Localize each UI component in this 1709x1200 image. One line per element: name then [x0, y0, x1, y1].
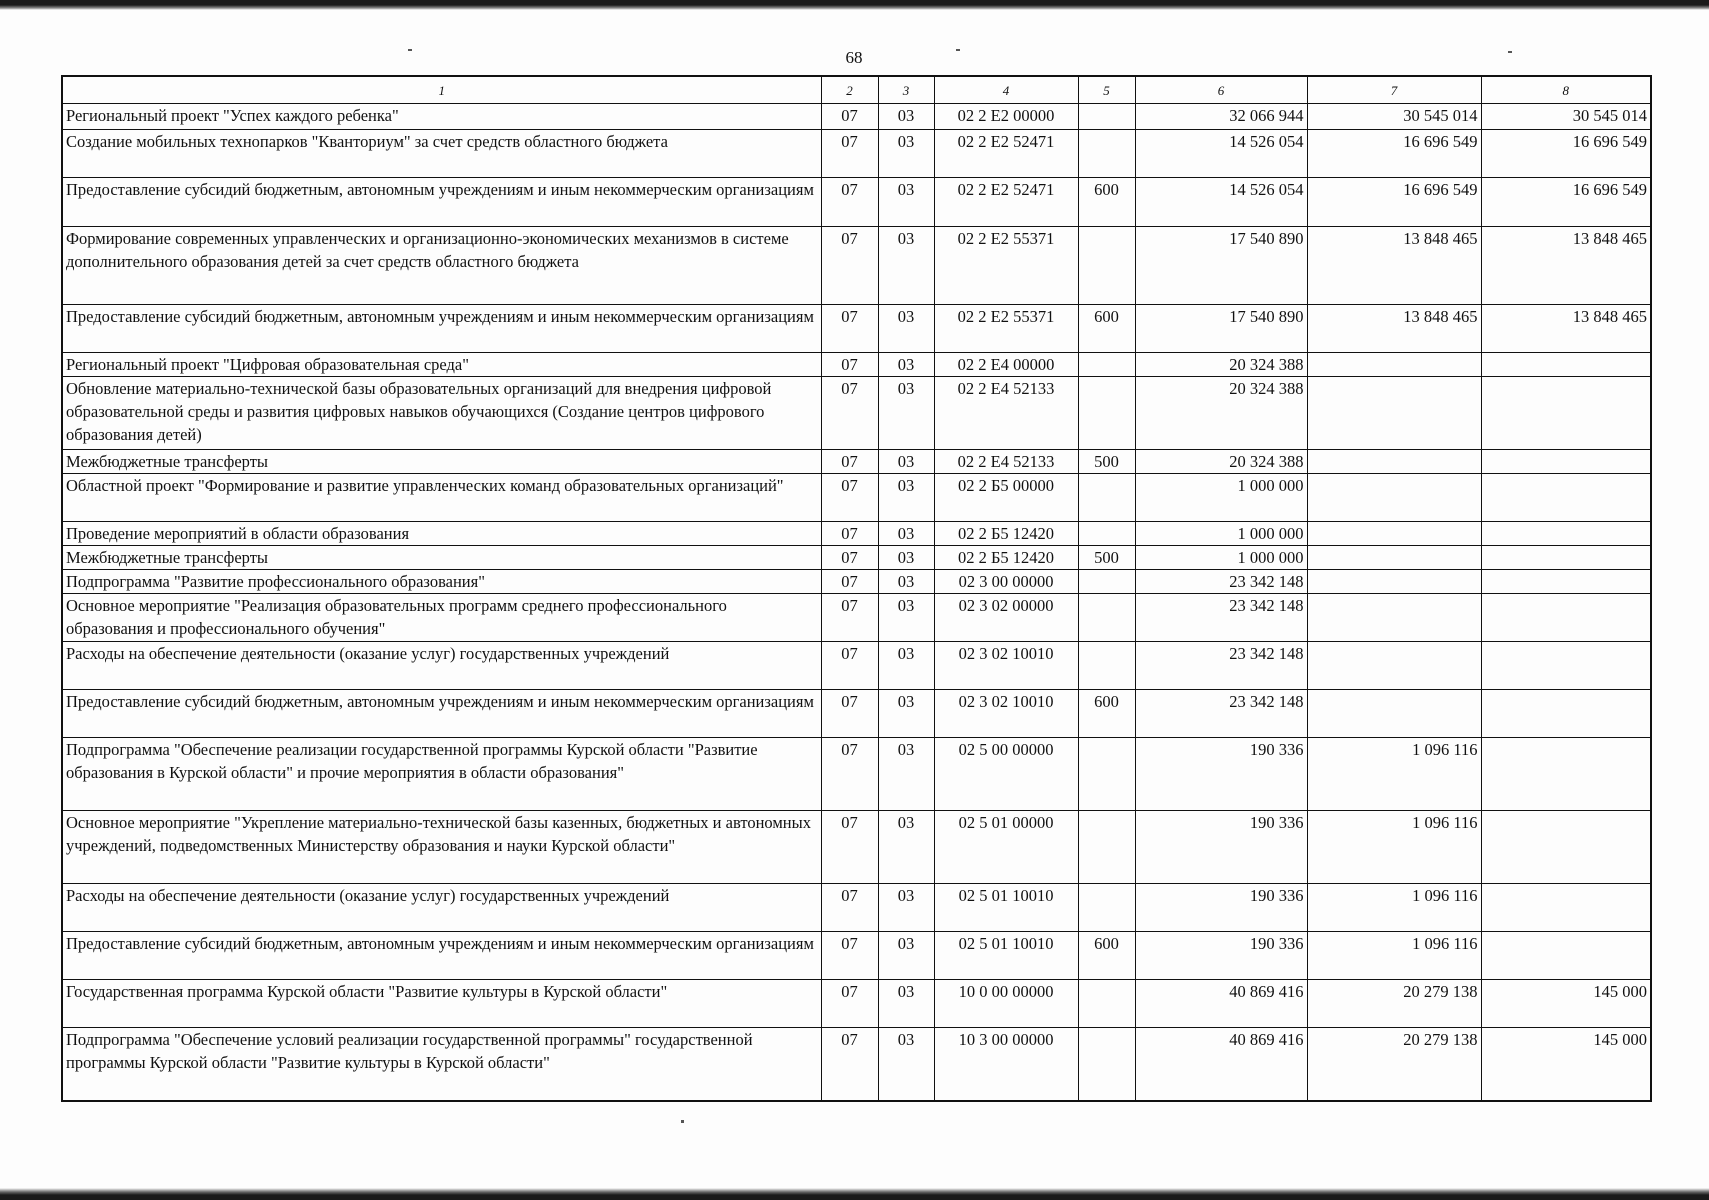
table-row — [62, 130, 1651, 178]
target-article-cell: 02 2 E2 55371 — [934, 305, 1078, 353]
section-code-cell: 07 — [821, 884, 878, 932]
amount-col7-cell: 1 096 116 — [1307, 932, 1481, 980]
table-row — [62, 738, 1651, 811]
target-article-cell: 02 2 E2 52471 — [934, 130, 1078, 178]
scan-speck — [408, 49, 412, 51]
section-code-cell: 07 — [821, 227, 878, 305]
section-code-cell: 07 — [821, 546, 878, 570]
column-number: 4 — [934, 76, 1078, 104]
amount-col8-cell — [1481, 353, 1651, 377]
target-article-cell: 02 5 01 10010 — [934, 932, 1078, 980]
target-article-cell: 02 2 E4 00000 — [934, 353, 1078, 377]
amount-col8-cell — [1481, 690, 1651, 738]
target-article-cell: 02 3 02 10010 — [934, 642, 1078, 690]
amount-col8-cell — [1481, 546, 1651, 570]
amount-col8-cell: 13 848 465 — [1481, 305, 1651, 353]
amount-col8-cell — [1481, 642, 1651, 690]
amount-col8-cell: 16 696 549 — [1481, 130, 1651, 178]
target-article-cell: 02 3 00 00000 — [934, 570, 1078, 594]
scan-edge-bottom — [0, 1188, 1709, 1200]
amount-col6-cell: 14 526 054 — [1135, 178, 1307, 227]
amount-col6-cell: 1 000 000 — [1135, 546, 1307, 570]
table-row — [62, 811, 1651, 884]
amount-col8-cell — [1481, 570, 1651, 594]
subsection-code-cell: 03 — [878, 932, 934, 980]
table-row — [62, 377, 1651, 450]
row-name-cell: Областной проект "Формирование и развитие управленческих команд образовательных организаций" — [62, 474, 821, 522]
amount-col8-cell: 30 545 014 — [1481, 104, 1651, 130]
amount-col8-cell — [1481, 377, 1651, 450]
amount-col8-cell: 13 848 465 — [1481, 227, 1651, 305]
section-code-cell: 07 — [821, 811, 878, 884]
amount-col6-cell: 20 324 388 — [1135, 450, 1307, 474]
amount-col6-cell: 1 000 000 — [1135, 522, 1307, 546]
subsection-code-cell: 03 — [878, 980, 934, 1028]
row-name-cell: Межбюджетные трансферты — [62, 450, 821, 474]
target-article-cell: 02 2 Б5 12420 — [934, 522, 1078, 546]
target-article-cell: 02 2 E2 55371 — [934, 227, 1078, 305]
table-row — [62, 546, 1651, 570]
amount-col6-cell: 23 342 148 — [1135, 594, 1307, 642]
subsection-code-cell: 03 — [878, 570, 934, 594]
amount-col8-cell — [1481, 811, 1651, 884]
expense-type-cell — [1078, 474, 1135, 522]
expense-type-cell: 600 — [1078, 932, 1135, 980]
subsection-code-cell: 03 — [878, 884, 934, 932]
row-name-cell: Подпрограмма "Обеспечение условий реализации государственной программы" государственной программы Курской области "Развитие культуры в Курской области" — [62, 1028, 821, 1101]
amount-col7-cell — [1307, 377, 1481, 450]
page-number: 68 — [845, 48, 863, 67]
expense-type-cell — [1078, 594, 1135, 642]
target-article-cell: 10 0 00 00000 — [934, 980, 1078, 1028]
amount-col6-cell: 190 336 — [1135, 738, 1307, 811]
amount-col6-cell: 23 342 148 — [1135, 642, 1307, 690]
table-row — [62, 932, 1651, 980]
target-article-cell: 02 3 02 10010 — [934, 690, 1078, 738]
scan-edge-top — [0, 0, 1709, 10]
row-name-cell: Расходы на обеспечение деятельности (оказание услуг) государственных учреждений — [62, 884, 821, 932]
section-code-cell: 07 — [821, 570, 878, 594]
row-name-cell: Создание мобильных технопарков "Кванториум" за счет средств областного бюджета — [62, 130, 821, 178]
budget-table — [61, 75, 1652, 1102]
amount-col6-cell: 190 336 — [1135, 932, 1307, 980]
section-code-cell: 07 — [821, 522, 878, 546]
amount-col8-cell — [1481, 594, 1651, 642]
section-code-cell: 07 — [821, 130, 878, 178]
amount-col6-cell: 190 336 — [1135, 884, 1307, 932]
amount-col7-cell — [1307, 522, 1481, 546]
subsection-code-cell: 03 — [878, 227, 934, 305]
expense-type-cell — [1078, 884, 1135, 932]
table-row — [62, 522, 1651, 546]
section-code-cell: 07 — [821, 642, 878, 690]
target-article-cell: 02 5 01 10010 — [934, 884, 1078, 932]
amount-col6-cell: 32 066 944 — [1135, 104, 1307, 130]
subsection-code-cell: 03 — [878, 353, 934, 377]
expense-type-cell — [1078, 1028, 1135, 1101]
subsection-code-cell: 03 — [878, 450, 934, 474]
subsection-code-cell: 03 — [878, 178, 934, 227]
row-name-cell: Основное мероприятие "Укрепление материально-технической базы казенных, бюджетных и автономных учреждений, подведомственных Министерству образования и науки Курской области" — [62, 811, 821, 884]
scan-speck — [956, 49, 960, 51]
expense-type-cell — [1078, 570, 1135, 594]
row-name-cell: Подпрограмма "Развитие профессионального образования" — [62, 570, 821, 594]
amount-col8-cell — [1481, 450, 1651, 474]
target-article-cell: 02 2 E2 52471 — [934, 178, 1078, 227]
row-name-cell: Формирование современных управленческих и организационно-экономических механизмов в системе дополнительного образования детей за счет средств областного бюджета — [62, 227, 821, 305]
subsection-code-cell: 03 — [878, 305, 934, 353]
expense-type-cell — [1078, 738, 1135, 811]
table-body — [62, 104, 1651, 1101]
section-code-cell: 07 — [821, 104, 878, 130]
table-row — [62, 474, 1651, 522]
amount-col8-cell: 145 000 — [1481, 980, 1651, 1028]
subsection-code-cell: 03 — [878, 474, 934, 522]
amount-col8-cell — [1481, 738, 1651, 811]
expense-type-cell — [1078, 130, 1135, 178]
target-article-cell: 02 2 E2 00000 — [934, 104, 1078, 130]
amount-col7-cell: 20 279 138 — [1307, 980, 1481, 1028]
amount-col8-cell — [1481, 884, 1651, 932]
section-code-cell: 07 — [821, 1028, 878, 1101]
amount-col7-cell — [1307, 570, 1481, 594]
amount-col7-cell: 16 696 549 — [1307, 178, 1481, 227]
expense-type-cell — [1078, 377, 1135, 450]
row-name-cell: Межбюджетные трансферты — [62, 546, 821, 570]
section-code-cell: 07 — [821, 377, 878, 450]
subsection-code-cell: 03 — [878, 738, 934, 811]
section-code-cell: 07 — [821, 932, 878, 980]
expense-type-cell: 500 — [1078, 546, 1135, 570]
amount-col7-cell — [1307, 353, 1481, 377]
row-name-cell: Основное мероприятие "Реализация образовательных программ среднего профессионального образования и профессионального обучения" — [62, 594, 821, 642]
table-row — [62, 353, 1651, 377]
row-name-cell: Подпрограмма "Обеспечение реализации государственной программы Курской области "Развитие образования в Курской области" и прочие мероприятия в области образования" — [62, 738, 821, 811]
expense-type-cell: 600 — [1078, 178, 1135, 227]
expense-type-cell — [1078, 104, 1135, 130]
row-name-cell: Региональный проект "Успех каждого ребенка" — [62, 104, 821, 130]
amount-col6-cell: 20 324 388 — [1135, 377, 1307, 450]
column-number-row — [62, 76, 1651, 104]
table-row — [62, 690, 1651, 738]
expense-type-cell: 600 — [1078, 305, 1135, 353]
amount-col7-cell: 13 848 465 — [1307, 227, 1481, 305]
amount-col7-cell: 1 096 116 — [1307, 884, 1481, 932]
section-code-cell: 07 — [821, 980, 878, 1028]
section-code-cell: 07 — [821, 305, 878, 353]
column-number: 8 — [1481, 76, 1651, 104]
amount-col7-cell: 16 696 549 — [1307, 130, 1481, 178]
amount-col7-cell: 20 279 138 — [1307, 1028, 1481, 1101]
table-row — [62, 104, 1651, 130]
row-name-cell: Расходы на обеспечение деятельности (оказание услуг) государственных учреждений — [62, 642, 821, 690]
amount-col6-cell: 23 342 148 — [1135, 570, 1307, 594]
amount-col6-cell: 40 869 416 — [1135, 980, 1307, 1028]
target-article-cell: 02 2 E4 52133 — [934, 450, 1078, 474]
row-name-cell: Предоставление субсидий бюджетным, автономным учреждениям и иным некоммерческим организациям — [62, 932, 821, 980]
amount-col7-cell: 30 545 014 — [1307, 104, 1481, 130]
table-row — [62, 570, 1651, 594]
row-name-cell: Предоставление субсидий бюджетным, автономным учреждениям и иным некоммерческим организациям — [62, 305, 821, 353]
subsection-code-cell: 03 — [878, 546, 934, 570]
row-name-cell: Предоставление субсидий бюджетным, автономным учреждениям и иным некоммерческим организациям — [62, 690, 821, 738]
column-number: 6 — [1135, 76, 1307, 104]
amount-col6-cell: 17 540 890 — [1135, 227, 1307, 305]
column-number: 2 — [821, 76, 878, 104]
section-code-cell: 07 — [821, 690, 878, 738]
amount-col7-cell: 1 096 116 — [1307, 811, 1481, 884]
expense-type-cell — [1078, 811, 1135, 884]
table-row — [62, 450, 1651, 474]
column-number: 3 — [878, 76, 934, 104]
subsection-code-cell: 03 — [878, 522, 934, 546]
expense-type-cell — [1078, 522, 1135, 546]
expense-type-cell — [1078, 227, 1135, 305]
subsection-code-cell: 03 — [878, 1028, 934, 1101]
amount-col7-cell: 1 096 116 — [1307, 738, 1481, 811]
column-number: 5 — [1078, 76, 1135, 104]
amount-col6-cell: 14 526 054 — [1135, 130, 1307, 178]
amount-col7-cell — [1307, 642, 1481, 690]
target-article-cell: 02 2 E4 52133 — [934, 377, 1078, 450]
target-article-cell: 02 2 Б5 12420 — [934, 546, 1078, 570]
subsection-code-cell: 03 — [878, 642, 934, 690]
table-row — [62, 178, 1651, 227]
amount-col6-cell: 190 336 — [1135, 811, 1307, 884]
row-name-cell: Проведение мероприятий в области образования — [62, 522, 821, 546]
column-number: 1 — [62, 76, 821, 104]
expense-type-cell: 500 — [1078, 450, 1135, 474]
amount-col7-cell — [1307, 690, 1481, 738]
amount-col8-cell: 145 000 — [1481, 1028, 1651, 1101]
amount-col6-cell: 17 540 890 — [1135, 305, 1307, 353]
table-row — [62, 1028, 1651, 1101]
table-row — [62, 642, 1651, 690]
row-name-cell: Предоставление субсидий бюджетным, автономным учреждениям и иным некоммерческим организациям — [62, 178, 821, 227]
row-name-cell: Государственная программа Курской области "Развитие культуры в Курской области" — [62, 980, 821, 1028]
section-code-cell: 07 — [821, 450, 878, 474]
amount-col7-cell: 13 848 465 — [1307, 305, 1481, 353]
table-row — [62, 227, 1651, 305]
amount-col6-cell: 20 324 388 — [1135, 353, 1307, 377]
table-row — [62, 594, 1651, 642]
amount-col8-cell — [1481, 474, 1651, 522]
target-article-cell: 02 2 Б5 00000 — [934, 474, 1078, 522]
amount-col7-cell — [1307, 594, 1481, 642]
row-name-cell: Обновление материально-технической базы образовательных организаций для внедрения цифровой образовательной среды и развития цифровых навыков обучающихся (Создание центров цифрового образования детей) — [62, 377, 821, 450]
table-row — [62, 884, 1651, 932]
section-code-cell: 07 — [821, 178, 878, 227]
target-article-cell: 02 5 00 00000 — [934, 738, 1078, 811]
amount-col7-cell — [1307, 450, 1481, 474]
subsection-code-cell: 03 — [878, 104, 934, 130]
table-row — [62, 305, 1651, 353]
amount-col8-cell — [1481, 522, 1651, 546]
subsection-code-cell: 03 — [878, 811, 934, 884]
target-article-cell: 02 5 01 00000 — [934, 811, 1078, 884]
amount-col6-cell: 1 000 000 — [1135, 474, 1307, 522]
scan-speck — [1508, 51, 1512, 53]
target-article-cell: 10 3 00 00000 — [934, 1028, 1078, 1101]
row-name-cell: Региональный проект "Цифровая образовательная среда" — [62, 353, 821, 377]
amount-col6-cell: 40 869 416 — [1135, 1028, 1307, 1101]
amount-col6-cell: 23 342 148 — [1135, 690, 1307, 738]
expense-type-cell: 600 — [1078, 690, 1135, 738]
column-number: 7 — [1307, 76, 1481, 104]
section-code-cell: 07 — [821, 594, 878, 642]
expense-type-cell — [1078, 642, 1135, 690]
amount-col8-cell: 16 696 549 — [1481, 178, 1651, 227]
section-code-cell: 07 — [821, 474, 878, 522]
amount-col7-cell — [1307, 474, 1481, 522]
subsection-code-cell: 03 — [878, 130, 934, 178]
amount-col7-cell — [1307, 546, 1481, 570]
subsection-code-cell: 03 — [878, 377, 934, 450]
table-row — [62, 980, 1651, 1028]
section-code-cell: 07 — [821, 353, 878, 377]
section-code-cell: 07 — [821, 738, 878, 811]
expense-type-cell — [1078, 353, 1135, 377]
subsection-code-cell: 03 — [878, 690, 934, 738]
subsection-code-cell: 03 — [878, 594, 934, 642]
target-article-cell: 02 3 02 00000 — [934, 594, 1078, 642]
expense-type-cell — [1078, 980, 1135, 1028]
amount-col8-cell — [1481, 932, 1651, 980]
scan-speck — [681, 1120, 684, 1123]
